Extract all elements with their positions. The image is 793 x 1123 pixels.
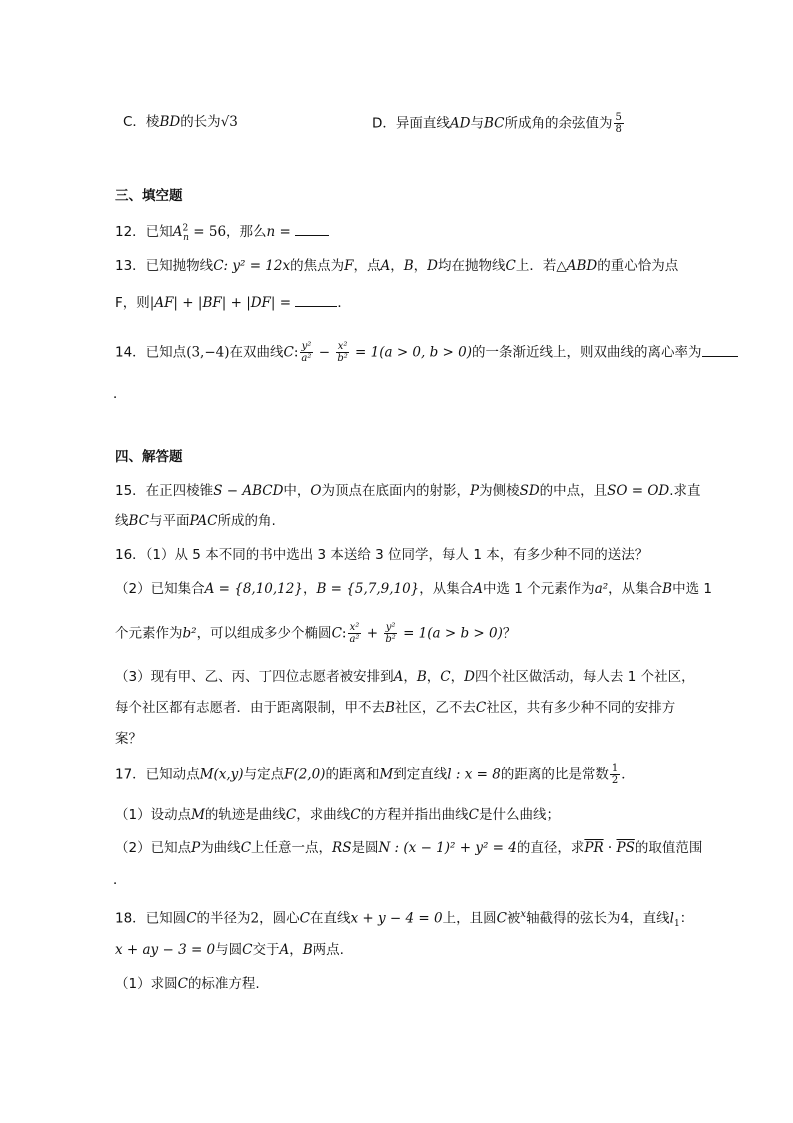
question-17-part-1: （1）设动点M的轨迹是曲线C，求曲线C的方程并指出曲线C是什么曲线； (115, 807, 560, 823)
question-15-line-2: 线BC与平面PAC所成的角. (115, 513, 276, 529)
question-18-line-1: 18．已知圆C的半径为2，圆心C在直线x + y − 4 = 0上，且圆C被$^x$轴截得的弦长为4，直线$l_1$： (115, 909, 694, 930)
fraction-y2-b2: $\frac{\text{y²}}{\text{b²}}$ (385, 622, 396, 645)
section-fill-blank-heading: 三、填空题 (115, 188, 183, 204)
option-c: C．棱BD的长为√3 (123, 114, 238, 130)
answer-blank-12[interactable] (295, 221, 329, 236)
question-16-part-3-line-2: 每个社区都有志愿者．由于距离限制，甲不去B社区，乙不去C社区，共有多少种不同的安排方 (115, 700, 676, 716)
question-16-part-3-line-1: （3）现有甲、乙、丙、丁四位志愿者被安排到A，B，C，D四个社区做活动，每人去 1 个社区， (115, 669, 695, 685)
question-18-part-1: （1）求圆C的标准方程. (115, 976, 260, 992)
question-15-line-1: 15．在正四棱锥S − ABCD中，O为顶点在底面内的射影，P为侧棱SD的中点，且SO = OD.求直 (115, 483, 701, 499)
answer-blank-13[interactable] (295, 292, 337, 307)
question-14: 14．已知点(3,−4)在双曲线C: $\frac{\text{y²}}{\text{a²}}$ − $\frac{\text{x²}}{\text{b²}}$ = 1(a > 0, b > 0)的一条渐近线上，则双曲线的离心率为 (115, 341, 738, 364)
answer-blank-14[interactable] (702, 342, 738, 357)
fraction-x2-a2: $\frac{\text{x²}}{\text{a²}}$ (349, 622, 360, 645)
question-13-line-2: F，则|AF| + |BF| + |DF| = ． (115, 292, 351, 313)
question-16-part-3-line-3: 案？ (115, 731, 142, 747)
vector-ps: $\overline{PS}$ (616, 840, 635, 856)
question-14-trailing-dot: ． (113, 386, 127, 402)
question-12: 12．已知$A^2_n = 56$，那么n = (115, 221, 329, 242)
question-16-part-2-line-2: 个元素作为b²，可以组成多少个椭圆C: $\frac{\text{x²}}{\text{a²}}$ + $\frac{\text{y²}}{\text{b²}}$ = 1(a > b > 0)？ (115, 622, 517, 645)
question-18-line-2: x + ay − 3 = 0与圆C交于A，B两点. (115, 942, 344, 958)
fraction-one-half: $\frac{1}{2}$ (611, 763, 619, 786)
question-13-line-1: 13．已知抛物线C: y² = 12x的焦点为F，点A，B，D均在抛物线C上．若△ABD的重心恰为点 (115, 258, 679, 274)
fraction-y2-a2: $\frac{\text{y²}}{\text{a²}}$ (301, 341, 312, 364)
vector-pr: $\overline{PR}$ (584, 840, 604, 856)
option-d: D．异面直线AD与BC所成角的余弦值为 $\frac{5}{8}$ (372, 112, 622, 135)
question-17-line-1: 17．已知动点M(x,y)与定点F(2,0)的距离和M到定直线l : x = 8的距离的比是常数 $\frac{1}{2}$ ． (115, 763, 635, 786)
question-17-trailing-dot: ． (113, 872, 127, 888)
question-17-part-2: （2）已知点P为曲线C上任意一点，RS是圆N : (x − 1)² + y² = 4的直径，求$\overline{PR} \cdot \overline{PS}$的取值范围 (115, 840, 703, 856)
question-16-part-1: 16．（1）从 5 本不同的书中选出 3 本送给 3 位同学，每人 1 本，有多少种不同的送法？ (115, 547, 649, 563)
fraction-x2-b2: $\frac{\text{x²}}{\text{b²}}$ (337, 341, 348, 364)
fraction-five-eighths: $\frac{5}{8}$ (615, 112, 622, 135)
section-answer-heading: 四、解答题 (115, 449, 183, 465)
question-16-part-2-line-1: （2）已知集合A = {8,10,12}，B = {5,7,9,10}，从集合A中选 1 个元素作为a²，从集合B中选 1 (115, 581, 712, 597)
